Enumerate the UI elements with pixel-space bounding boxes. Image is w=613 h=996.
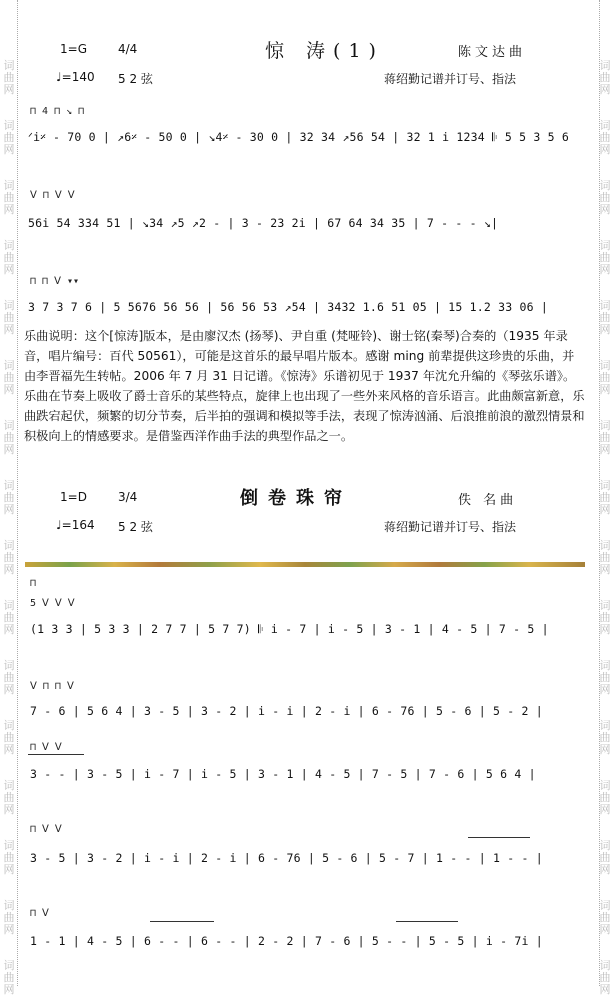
- tie-4: [396, 921, 458, 922]
- piece1-marks-3: ⊓ ⊓ ᐯ ▾▾: [30, 276, 79, 287]
- piece2-tempo: ♩=164: [56, 518, 95, 532]
- watermark-text: 词 曲 网: [599, 779, 611, 816]
- watermark-text: 词 曲 网: [3, 779, 15, 816]
- watermark-text: 词 曲 网: [599, 659, 611, 696]
- piece2-line-2: 7 - 6 | 5 6 4 | 3 - 5 | 3 - 2 | i - i | 2 - i | 6 - 76 | 5 - 6 | 5 - 2 |: [30, 704, 543, 718]
- piece1-strings: 5 2 弦: [118, 72, 153, 86]
- piece1-marks-2: ᐯ ⊓ ᐯ ᐯ: [30, 190, 75, 201]
- watermark-text: 词 曲 网: [599, 299, 611, 336]
- piece2-title: 倒卷珠帘: [240, 488, 352, 509]
- watermark-text: 词 曲 网: [599, 419, 611, 456]
- piece1-description: 乐曲说明：这个[惊涛]版本，是由廖汉杰 (扬琴)、尹自重 (梵哑铃)、谢士铭(秦琴)合奏的（1935 年录音，唱片编号：百代 50561），可能是这首乐的最早唱片版本。感谢 ming 前辈提供这珍贵的乐曲，并由李晋福先生转帖。2006 年 7 月 31 日记谱。《惊涛》乐谱初见于 1937 年沈允升编的《琴弦乐谱》。乐曲在节奏上吸收了爵士音乐的某些特点，旋律上也出现了一些外来风格的音乐语言。此曲颇富新意，乐曲跌宕起伏，频繁的切分节奏，后半拍的强调和模拟等手法，表现了惊涛汹涌、后浪推前浪的激烈情景和积极向上的情感要求。是借鉴西洋作曲手法的典型作品之一。: [24, 329, 585, 443]
- watermark-text: 词 曲 网: [3, 239, 15, 276]
- piece2-line-4: 3 - 5 | 3 - 2 | i - i | 2 - i | 6 - 76 | 5 - 6 | 5 - 7 | 1 - - | 1 - - |: [30, 851, 543, 865]
- watermark-text: 词 曲 网: [599, 719, 611, 756]
- watermark-text: 词 曲 网: [599, 899, 611, 936]
- piece2-credit: 蒋绍勤记谱并订号、指法: [384, 520, 517, 534]
- piece1-line-3: 3 7 3 7 6 | 5 5676 56 56 | 56 56 53 ↗54 | 3432 1.6 51 05 | 15 1.2 33 06 |: [28, 300, 549, 314]
- piece1-line-1: ᐟi𝄎 - 70 0 | ↗6𝄎 - 50 0 | ↘4𝄎 - 30 0 | 32 34 ↗56 54 | 32 1 i 1234 𝄆 5 5 3 5 6: [28, 130, 569, 144]
- piece1-meter: 4/4: [118, 42, 138, 56]
- piece1-tempo: ♩=140: [56, 70, 95, 84]
- watermark-text: 词 曲 网: [599, 539, 611, 576]
- watermark-text: 词 曲 网: [3, 59, 15, 96]
- piece2-marks-2: ᐯ ⊓ ⊓ ᐯ: [30, 681, 74, 692]
- watermark-text: 词 曲 网: [599, 119, 611, 156]
- watermark-text: 词 曲 网: [599, 599, 611, 636]
- watermark-text: 词 曲 网: [3, 299, 15, 336]
- watermark-text: 词 曲 网: [3, 839, 15, 876]
- watermark-text: 词 曲 网: [3, 479, 15, 516]
- watermark-text: 词 曲 网: [3, 179, 15, 216]
- piece1-composer: 陈文达曲: [458, 45, 527, 60]
- piece2-key: 1=D: [60, 490, 87, 504]
- watermark-text: 词 曲 网: [599, 959, 611, 996]
- watermark-text: 词 曲 网: [3, 419, 15, 456]
- tie-2: [468, 837, 530, 838]
- watermark-text: 词 曲 网: [3, 359, 15, 396]
- watermark-text: 词 曲 网: [599, 359, 611, 396]
- piece2-marks-4: ⊓ ᐯ ᐯ: [30, 824, 62, 835]
- decorative-divider: [25, 562, 585, 567]
- piece2-marks-1b: 5 ᐯ ᐯ ᐯ: [30, 598, 75, 609]
- piece2-marks-3: ⊓ ᐯ ᐯ: [30, 742, 62, 753]
- piece2-line-3: 3 - - | 3 - 5 | i - 7 | i - 5 | 3 - 1 | 4 - 5 | 7 - 5 | 7 - 6 | 5 6 4 |: [30, 767, 536, 781]
- watermark-text: 词 曲 网: [3, 599, 15, 636]
- watermark-text: 词 曲 网: [599, 839, 611, 876]
- watermark-text: 词 曲 网: [3, 119, 15, 156]
- watermark-text: 词 曲 网: [599, 479, 611, 516]
- piece1-marks-1: ⊓ 4 ⊓ ↘ ⊓: [30, 106, 85, 117]
- watermark-text: 词 曲 网: [599, 239, 611, 276]
- piece2-marks-5: ⊓ ᐯ: [30, 908, 49, 919]
- piece2-line-5: 1 - 1 | 4 - 5 | 6 - - | 6 - - | 2 - 2 | 7 - 6 | 5 - - | 5 - 5 | i - 7i |: [30, 934, 543, 948]
- watermark-text: 词 曲 网: [3, 899, 15, 936]
- piece2-meter: 3/4: [118, 490, 138, 504]
- piece1-title: 惊 涛(1): [265, 40, 384, 62]
- piece2-composer: 佚 名曲: [458, 493, 518, 508]
- piece1-credit: 蒋绍勤记谱并订号、指法: [384, 72, 517, 86]
- piece1-line-2: 56i 54 334 51 | ↘34 ↗5 ↗2 - | 3 - 23 2i | 67 64 34 35 | 7 - - - ↘|: [28, 216, 499, 230]
- piece1-key: 1=G: [60, 42, 87, 56]
- piece2-marks-1a: ⊓: [30, 578, 37, 589]
- piece2-line-1: (1 3 3 | 5 3 3 | 2 7 7 | 5 7 7) 𝄆 i - 7 | i - 5 | 3 - 1 | 4 - 5 | 7 - 5 |: [30, 622, 549, 636]
- watermark-text: 词 曲 网: [3, 719, 15, 756]
- watermark-text: 词 曲 网: [3, 959, 15, 996]
- tie-1: [28, 754, 84, 755]
- watermark-text: 词 曲 网: [3, 659, 15, 696]
- piece2-strings: 5 2 弦: [118, 520, 153, 534]
- watermark-text: 词 曲 网: [599, 179, 611, 216]
- tie-3: [150, 921, 214, 922]
- watermark-text: 词 曲 网: [599, 59, 611, 96]
- watermark-text: 词 曲 网: [3, 539, 15, 576]
